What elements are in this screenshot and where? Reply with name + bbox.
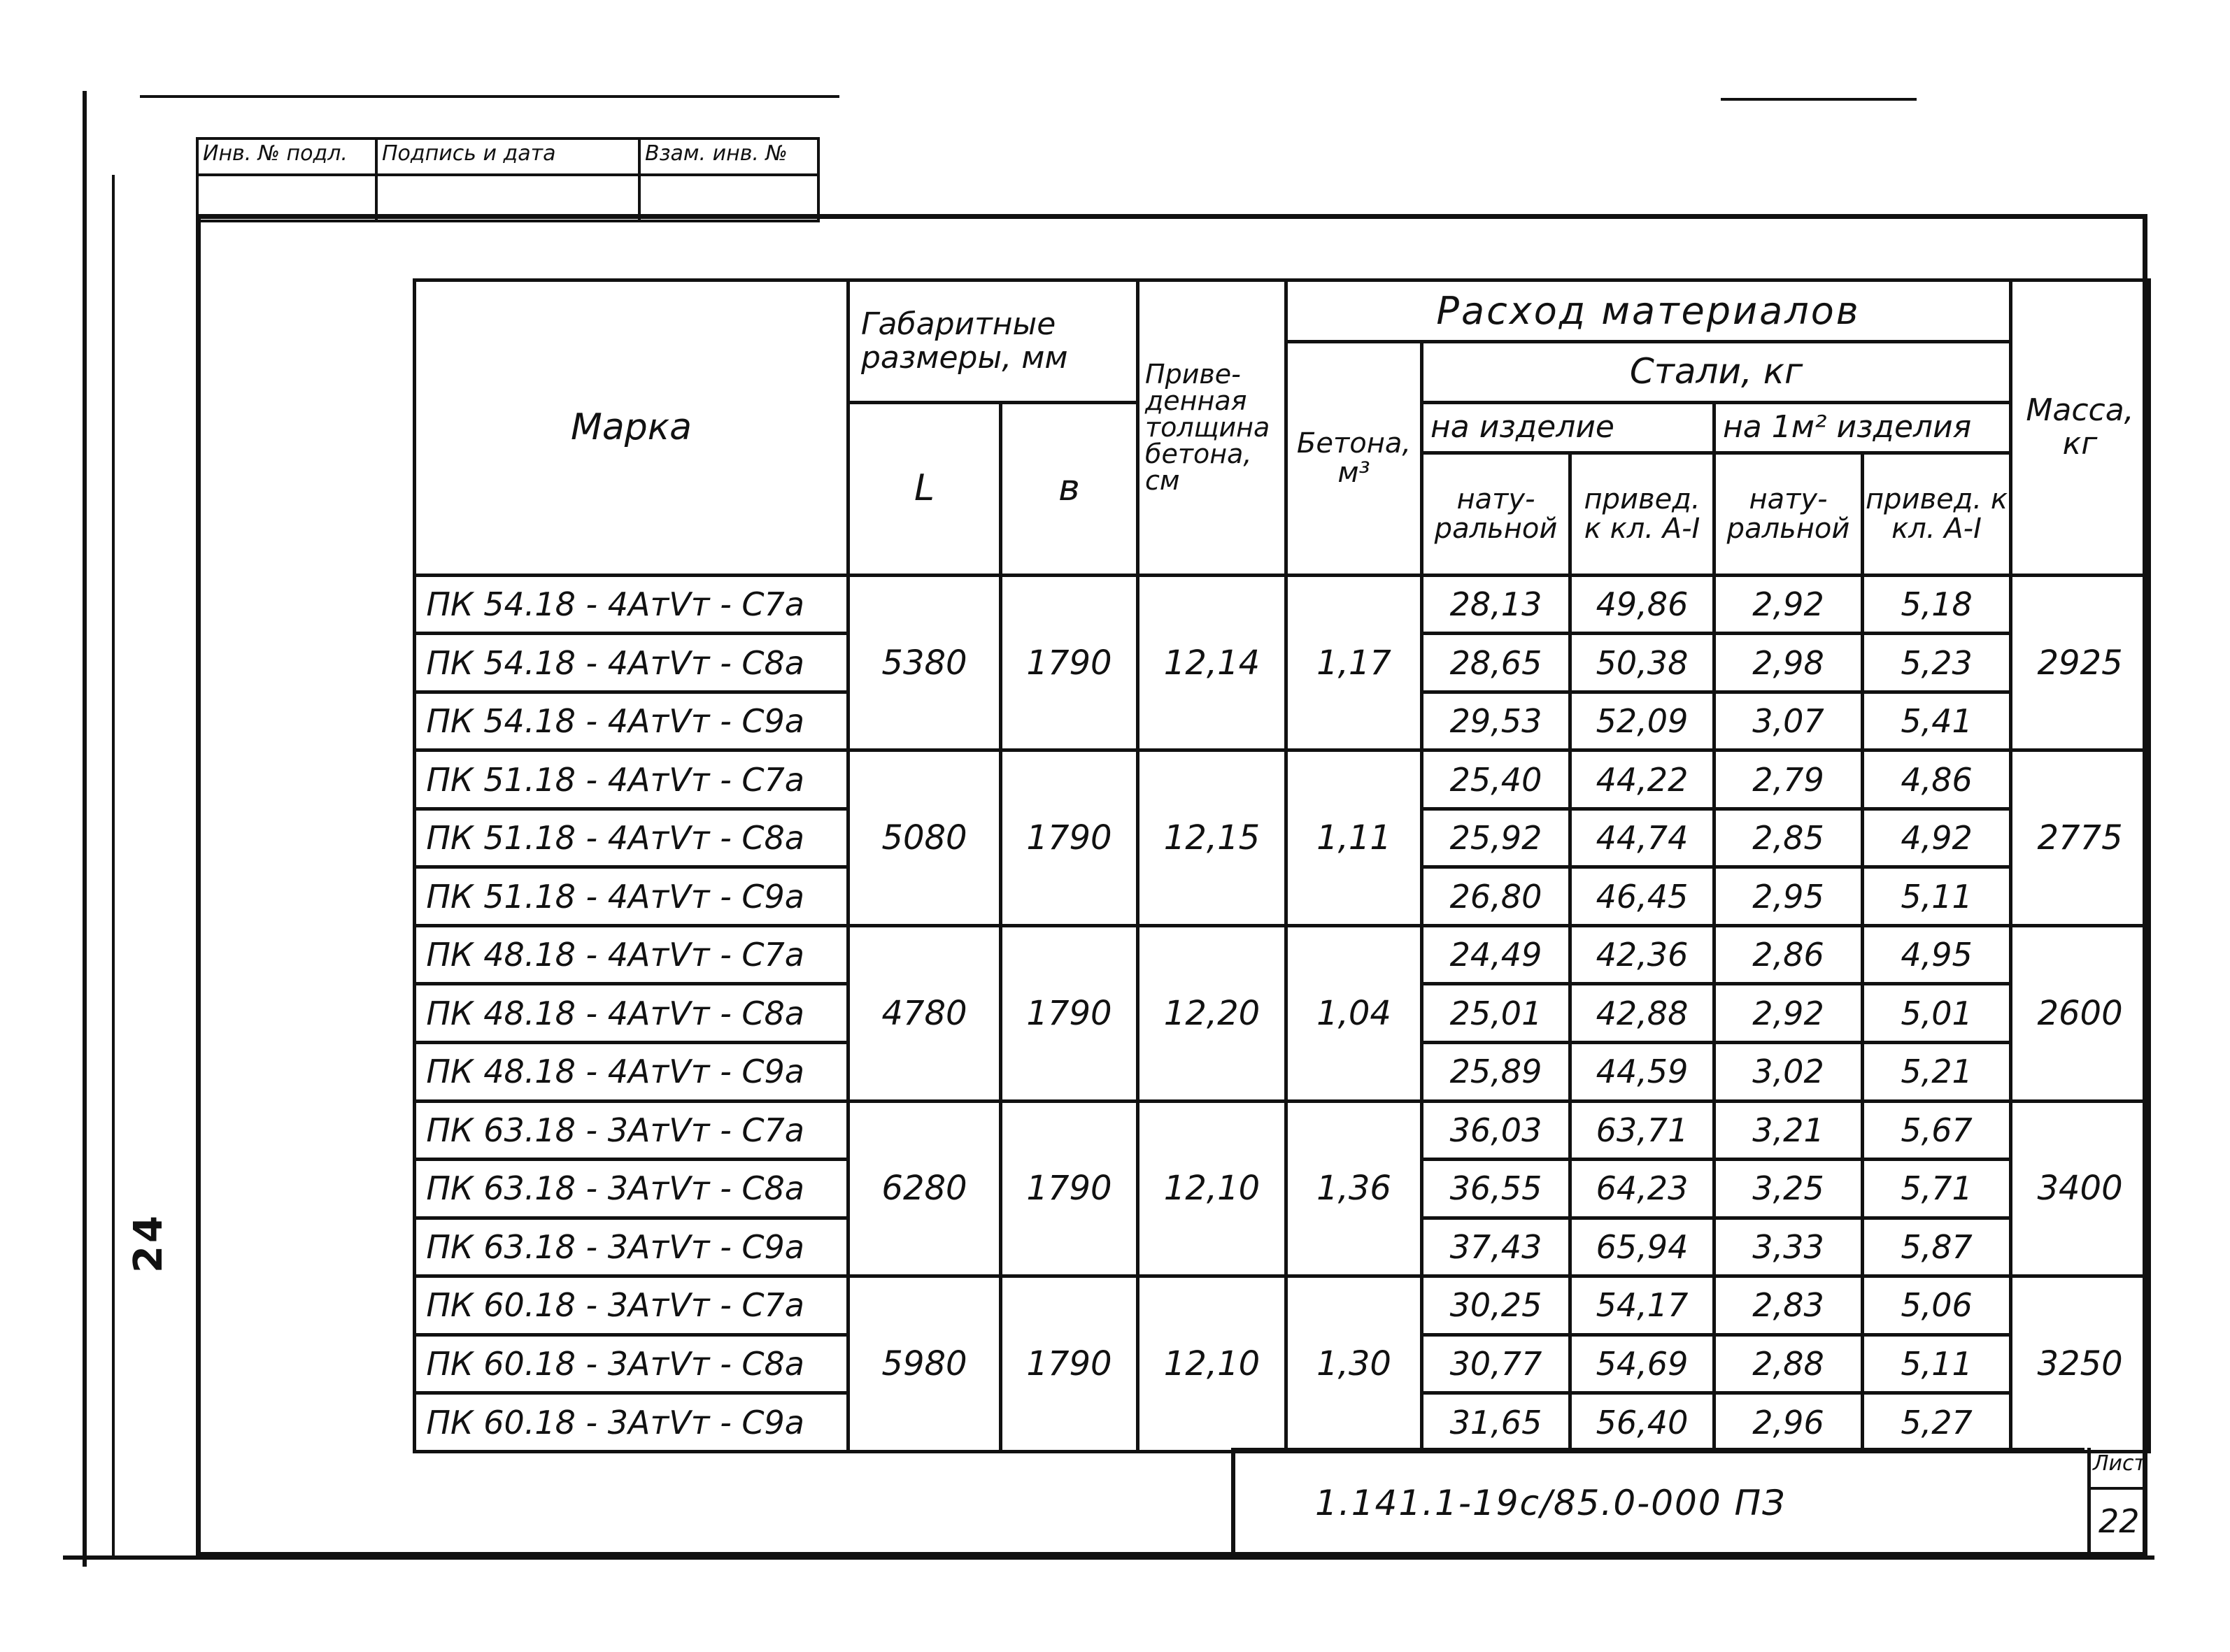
cell-steel-reduced: 44,59 bbox=[1570, 1043, 1714, 1102]
cell-steel-natural-m2: 2,96 bbox=[1714, 1393, 1863, 1452]
header-dim-b: в bbox=[1001, 403, 1138, 576]
cell-steel-natural: 31,65 bbox=[1422, 1393, 1570, 1452]
header-natural-item: нату-ральной bbox=[1422, 453, 1570, 575]
cell-steel-natural: 30,25 bbox=[1422, 1276, 1570, 1335]
cell-mass: 2600 bbox=[2011, 925, 2150, 1101]
sheet-box-left-rule bbox=[2087, 1448, 2091, 1557]
cell-steel-natural: 24,49 bbox=[1422, 925, 1570, 984]
cell-mark: ПК 60.18 - 3АтⅤт - С7а bbox=[415, 1276, 848, 1335]
header-concrete: Бетона, м³ bbox=[1286, 341, 1422, 575]
table-row bbox=[415, 1276, 2150, 1335]
cell-steel-natural: 25,01 bbox=[1422, 984, 1570, 1043]
cell-steel-natural: 28,65 bbox=[1422, 634, 1570, 692]
cell-steel-reduced: 64,23 bbox=[1570, 1160, 1714, 1218]
specification-table bbox=[413, 278, 2151, 1453]
cell-thickness: 12,15 bbox=[1138, 750, 1286, 926]
cell-mark: ПК 51.18 - 4АтⅤт - С9а bbox=[415, 867, 848, 926]
cell-concrete: 1,04 bbox=[1286, 925, 1422, 1101]
cell-steel-natural-m2: 2,79 bbox=[1714, 750, 1863, 809]
cell-mass: 3400 bbox=[2011, 1101, 2150, 1276]
cell-length: 5080 bbox=[848, 750, 1001, 926]
cell-mark: ПК 54.18 - 4АтⅤт - С7а bbox=[415, 575, 848, 634]
cell-steel-reduced-m2: 5,06 bbox=[1863, 1276, 2011, 1335]
cell-steel-reduced: 42,36 bbox=[1570, 925, 1714, 984]
cell-steel-natural-m2: 3,25 bbox=[1714, 1160, 1863, 1218]
cell-steel-reduced: 52,09 bbox=[1570, 692, 1714, 750]
cell-steel-reduced: 65,94 bbox=[1570, 1218, 1714, 1276]
cell-thickness: 12,14 bbox=[1138, 575, 1286, 750]
cell-steel-reduced-m2: 5,41 bbox=[1863, 692, 2011, 750]
cell-steel-natural: 25,89 bbox=[1422, 1043, 1570, 1102]
cell-mark: ПК 48.18 - 4АтⅤт - С8а bbox=[415, 984, 848, 1043]
header-reduced-m2: привед. к кл. А-I bbox=[1863, 453, 2011, 575]
cell-mass: 2925 bbox=[2011, 575, 2150, 750]
cell-steel-natural: 25,92 bbox=[1422, 809, 1570, 867]
cell-steel-reduced-m2: 4,95 bbox=[1863, 925, 2011, 984]
cell-mass: 3250 bbox=[2011, 1276, 2150, 1452]
cell-steel-reduced: 50,38 bbox=[1570, 634, 1714, 692]
cell-steel-natural: 30,77 bbox=[1422, 1334, 1570, 1393]
cell-steel-natural-m2: 2,86 bbox=[1714, 925, 1863, 984]
cell-concrete: 1,11 bbox=[1286, 750, 1422, 926]
cell-mark: ПК 51.18 - 4АтⅤт - С7а bbox=[415, 750, 848, 809]
stamp-replace-inv-label: Взам. инв. № bbox=[639, 138, 818, 175]
inner-left-rule bbox=[112, 175, 115, 1556]
cell-steel-natural: 29,53 bbox=[1422, 692, 1570, 750]
cell-steel-reduced-m2: 5,87 bbox=[1863, 1218, 2011, 1276]
cell-length: 6280 bbox=[848, 1101, 1001, 1276]
cell-mark: ПК 48.18 - 4АтⅤт - С9а bbox=[415, 1043, 848, 1102]
cell-mark: ПК 54.18 - 4АтⅤт - С8а bbox=[415, 634, 848, 692]
cell-steel-reduced-m2: 5,11 bbox=[1863, 1334, 2011, 1393]
cell-steel-reduced: 54,17 bbox=[1570, 1276, 1714, 1335]
cell-width: 1790 bbox=[1001, 1276, 1138, 1452]
cell-steel-reduced-m2: 5,71 bbox=[1863, 1160, 2011, 1218]
cell-steel-reduced-m2: 5,11 bbox=[1863, 867, 2011, 926]
sheet-label: Лист bbox=[2093, 1451, 2147, 1476]
header-natural-m2: нату-ральной bbox=[1714, 453, 1863, 575]
cell-steel-reduced: 44,22 bbox=[1570, 750, 1714, 809]
table-row bbox=[415, 1101, 2150, 1160]
cell-steel-reduced-m2: 5,18 bbox=[1863, 575, 2011, 634]
cell-steel-natural-m2: 2,88 bbox=[1714, 1334, 1863, 1393]
cell-length: 4780 bbox=[848, 925, 1001, 1101]
stamp-signature-date-label: Подпись и дата bbox=[376, 138, 639, 175]
top-scan-line bbox=[140, 95, 839, 98]
cell-thickness: 12,20 bbox=[1138, 925, 1286, 1101]
cell-steel-reduced: 56,40 bbox=[1570, 1393, 1714, 1452]
cell-steel-natural-m2: 3,33 bbox=[1714, 1218, 1863, 1276]
cell-mark: ПК 60.18 - 3АтⅤт - С8а bbox=[415, 1334, 848, 1393]
cell-mark: ПК 60.18 - 3АтⅤт - С9а bbox=[415, 1393, 848, 1452]
cell-steel-reduced-m2: 5,23 bbox=[1863, 634, 2011, 692]
cell-length: 5380 bbox=[848, 575, 1001, 750]
header-steel: Стали, кг bbox=[1422, 341, 2011, 403]
cell-steel-natural-m2: 2,98 bbox=[1714, 634, 1863, 692]
cell-mark: ПК 63.18 - 3АтⅤт - С8а bbox=[415, 1160, 848, 1218]
cell-steel-reduced-m2: 5,67 bbox=[1863, 1101, 2011, 1160]
document-code: 1.141.1-19с/85.0-000 ПЗ bbox=[1315, 1483, 1787, 1523]
cell-steel-natural: 37,43 bbox=[1422, 1218, 1570, 1276]
cell-steel-reduced: 54,69 bbox=[1570, 1334, 1714, 1393]
cell-steel-natural: 25,40 bbox=[1422, 750, 1570, 809]
cell-steel-natural-m2: 2,95 bbox=[1714, 867, 1863, 926]
cell-steel-natural-m2: 2,92 bbox=[1714, 575, 1863, 634]
cell-steel-reduced: 46,45 bbox=[1570, 867, 1714, 926]
cell-width: 1790 bbox=[1001, 1101, 1138, 1276]
cell-steel-reduced: 63,71 bbox=[1570, 1101, 1714, 1160]
stamp-inv-no-label: Инв. № подл. bbox=[197, 138, 376, 175]
header-mass: Масса, кг bbox=[2011, 280, 2150, 576]
cell-concrete: 1,36 bbox=[1286, 1101, 1422, 1276]
cell-thickness: 12,10 bbox=[1138, 1276, 1286, 1452]
cell-steel-natural-m2: 3,02 bbox=[1714, 1043, 1863, 1102]
cell-mark: ПК 54.18 - 4АтⅤт - С9а bbox=[415, 692, 848, 750]
header-per-m2: на 1м² изделия bbox=[1714, 403, 2011, 453]
cell-steel-natural-m2: 3,07 bbox=[1714, 692, 1863, 750]
cell-mark: ПК 51.18 - 4АтⅤт - С8а bbox=[415, 809, 848, 867]
cell-steel-natural: 36,03 bbox=[1422, 1101, 1570, 1160]
header-mark: Марка bbox=[415, 280, 848, 576]
header-dims: Габаритные размеры, мм bbox=[848, 280, 1138, 403]
left-margin-line bbox=[83, 91, 87, 1567]
cell-steel-reduced-m2: 4,86 bbox=[1863, 750, 2011, 809]
cell-steel-natural-m2: 2,92 bbox=[1714, 984, 1863, 1043]
sheet-number: 22 bbox=[2098, 1502, 2140, 1540]
table-row bbox=[415, 925, 2150, 984]
side-code: 24 bbox=[126, 1213, 171, 1273]
approval-stamp bbox=[196, 137, 820, 222]
header-reduced-item: привед. к кл. А-I bbox=[1570, 453, 1714, 575]
cell-width: 1790 bbox=[1001, 925, 1138, 1101]
cell-mark: ПК 48.18 - 4АтⅤт - С7а bbox=[415, 925, 848, 984]
cell-mass: 2775 bbox=[2011, 750, 2150, 926]
cell-width: 1790 bbox=[1001, 750, 1138, 926]
cell-steel-natural: 36,55 bbox=[1422, 1160, 1570, 1218]
table-row bbox=[415, 575, 2150, 634]
cell-width: 1790 bbox=[1001, 575, 1138, 750]
cell-steel-natural-m2: 3,21 bbox=[1714, 1101, 1863, 1160]
cell-mark: ПК 63.18 - 3АтⅤт - С9а bbox=[415, 1218, 848, 1276]
cell-steel-natural-m2: 2,85 bbox=[1714, 809, 1863, 867]
top-right-scan-line bbox=[1721, 98, 1917, 101]
header-consumption: Расход материалов bbox=[1286, 280, 2011, 342]
header-per-item: на изделие bbox=[1422, 403, 1714, 453]
cell-steel-reduced: 49,86 bbox=[1570, 575, 1714, 634]
cell-steel-reduced-m2: 5,21 bbox=[1863, 1043, 2011, 1102]
cell-steel-reduced-m2: 4,92 bbox=[1863, 809, 2011, 867]
cell-steel-natural-m2: 2,83 bbox=[1714, 1276, 1863, 1335]
header-thickness: Приве-денная толщина бетона, см bbox=[1138, 280, 1286, 576]
cell-mark: ПК 63.18 - 3АтⅤт - С7а bbox=[415, 1101, 848, 1160]
sheet-box-divider bbox=[2087, 1487, 2147, 1490]
cell-steel-reduced: 44,74 bbox=[1570, 809, 1714, 867]
cell-concrete: 1,30 bbox=[1286, 1276, 1422, 1452]
cell-steel-reduced-m2: 5,01 bbox=[1863, 984, 2011, 1043]
header-dim-l: L bbox=[848, 403, 1001, 576]
cell-steel-reduced: 42,88 bbox=[1570, 984, 1714, 1043]
cell-concrete: 1,17 bbox=[1286, 575, 1422, 750]
cell-thickness: 12,10 bbox=[1138, 1101, 1286, 1276]
table-row bbox=[415, 750, 2150, 809]
cell-steel-natural: 28,13 bbox=[1422, 575, 1570, 634]
cell-steel-reduced-m2: 5,27 bbox=[1863, 1393, 2011, 1452]
cell-steel-natural: 26,80 bbox=[1422, 867, 1570, 926]
cell-length: 5980 bbox=[848, 1276, 1001, 1452]
